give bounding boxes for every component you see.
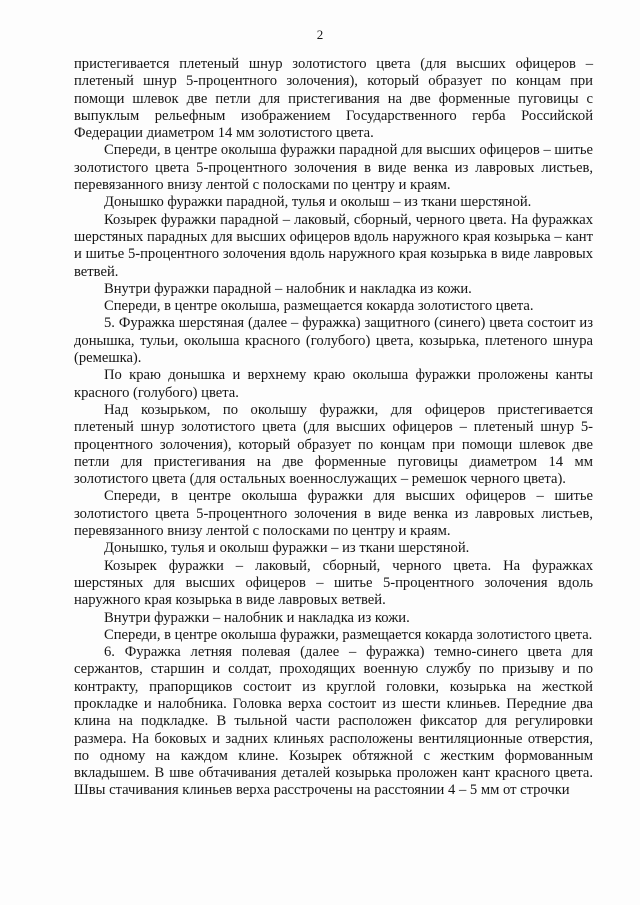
paragraph: Внутри фуражки парадной – налобник и накладка из кожи. <box>104 280 472 297</box>
paragraph: Над козырьком, по околышу фуражки, для офицеров пристегивается плетеный шнур золотистого цвета (для высших офицеров – плетеный шнур 5-процентного золочения), который образует по концам при помощи шлевок две петли для пристегивания на две форменные пуговицы диаметром 14 мм золотистого цвета (для остальных военнослужащих – ремешок черного цвета). <box>74 401 593 488</box>
paragraph: Внутри фуражки – налобник и накладка из кожи. <box>104 609 410 626</box>
paragraph: Донышко, тулья и околыш фуражки – из ткани шерстяной. <box>104 540 470 557</box>
paragraph: Козырек фуражки – лаковый, сборный, черного цвета. На фуражках шерстяных для высших офицеров – шитье 5-процентного золочения вдоль наружного края козырька в виде лавровых ветвей. <box>74 557 593 609</box>
paragraph: Спереди, в центре околыша фуражки парадной для высших офицеров – шитье золотистого цвета 5-процентного золочения в виде венка из лавровых листьев, перевязанного внизу лентой с полосками по центру и краям. <box>74 142 593 194</box>
paragraph: 6. Фуражка летняя полевая (далее – фуражка) темно-синего цвета для сержантов, старшин и солдат, проходящих военную службу по призыву и по контракту, прапорщиков состоит из круглой головки, козырька на жесткой прокладке и налобника. Головка верха состоит из шести клиньев. Передние два клина на подкладке. В тыльной части расположен фиксатор для регулировки размера. На боковых и задних клиньях расположены вентиляционные отверстия, по одному на каждом клине. Козырек обтяжной с жестким формованным вкладышем. В шве обтачивания деталей козырька проложен кант красного цвета. Швы стачивания клиньев верха расстрочены на расстоянии 4 – 5 мм от строчки <box>74 644 593 799</box>
paragraph: Спереди, в центре околыша, размещается кокарда золотистого цвета. <box>104 298 534 315</box>
paragraph: По краю донышка и верхнему краю околыша фуражки проложены канты красного (голубого) цвета. <box>74 367 593 401</box>
paragraph: пристегивается плетеный шнур золотистого цвета (для высших офицеров – плетеный шнур 5-процентного золочения), который образует по концам при помощи шлевок две петли для пристегивания на две форменные пуговицы с выпуклым рельефным изображением Государственного герба Российской Федерации диаметром 14 мм золотистого цвета. <box>74 56 593 142</box>
document-body <box>74 56 593 800</box>
paragraph: Донышко фуражки парадной, тулья и околыш – из ткани шерстяной. <box>104 194 532 211</box>
page-number: 2 <box>316 27 324 42</box>
paragraph: 5. Фуражка шерстяная (далее – фуражка) защитного (синего) цвета состоит из донышка, тульи, околыша красного (голубого) цвета, козырька, плетеного шнура (ремешка). <box>74 315 593 367</box>
paragraph: Спереди, в центре околыша фуражки для высших офицеров – шитье золотистого цвета 5-процентного золочения в виде венка из лавровых листьев, перевязанного внизу лентой с полосками по центру и краям. <box>74 488 593 540</box>
paragraph: Козырек фуражки парадной – лаковый, сборный, черного цвета. На фуражках шерстяных парадных для высших офицеров вдоль наружного края козырька – кант и шитье 5-процентного золочения вдоль наружного края козырька в виде лавровых ветвей. <box>74 211 593 280</box>
paragraph: Спереди, в центре околыша фуражки, размещается кокарда золотистого цвета. <box>104 626 593 643</box>
